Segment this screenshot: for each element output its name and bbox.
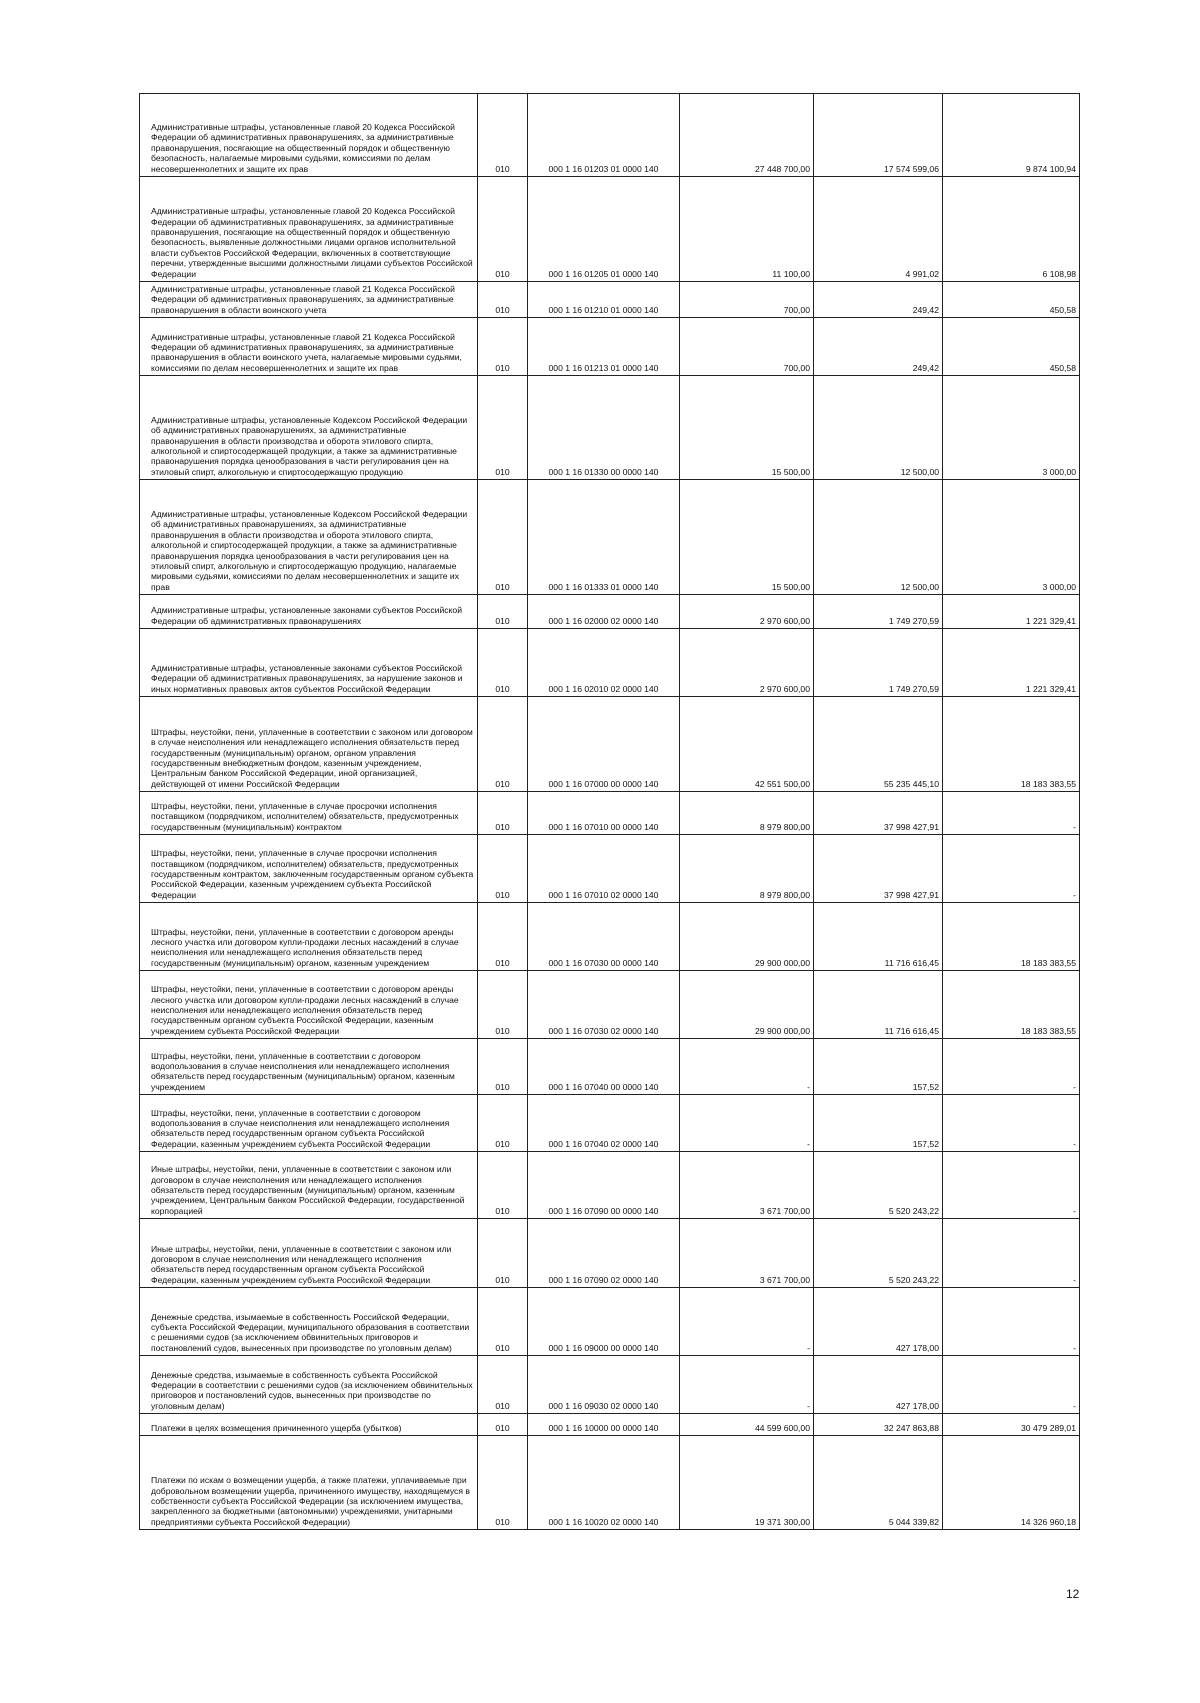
row-executed: 12 500,00 [814,376,943,480]
row-executed: 55 235 445,10 [814,697,943,792]
row-executed: 11 716 616,45 [814,903,943,971]
row-name-text: Платежи по искам о возмещении ущерба, а также платежи, уплачиваемые при добровольном возмещении ущерба, причиненного имуществу, находящемуся в собственности субъекта Российской Федерации (за исключением имущества, закрепленного за бюджетными (автономными) учреждениями, унитарными предприятиями субъекта Российской Федерации) [151,1475,470,1527]
row-unexecuted: - [943,792,1080,835]
row-name-text: Иные штрафы, неустойки, пени, уплаченные в соответствии с законом или договором в случае неисполнения или ненадлежащего исполнения обязательств перед государственным органом субъекта Российской Федерации, казенным учреждением субъекта Российской Федерации [151,1243,452,1285]
row-unexecuted: - [943,1039,1080,1095]
row-line-code: 010 [478,595,528,629]
row-budget-code: 000 1 16 09030 02 0000 140 [528,1356,680,1414]
row-line-code: 010 [478,1095,528,1152]
row-budget-code: 000 1 16 01210 01 0000 140 [528,282,680,318]
row-unexecuted: 9 874 100,94 [943,94,1080,177]
row-budget-code: 000 1 16 01203 01 0000 140 [528,94,680,177]
row-name [140,1356,478,1414]
row-executed: 1 749 270,59 [814,629,943,697]
row-name [140,376,478,480]
row-name-text: Штрафы, неустойки, пени, уплаченные в соответствии с договором аренды лесного участка или договором купли-продажи лесных насаждений в случае неисполнения или ненадлежащего исполнения обязательств перед государственным органом субъекта Российской Федерации, казенным учреждением субъекта Российской Федерации [151,984,459,1036]
row-executed: 249,42 [814,282,943,318]
row-line-code: 010 [478,318,528,376]
row-unexecuted: 1 221 329,41 [943,595,1080,629]
row-name-text: Штрафы, неустойки, пени, уплаченные в соответствии с договором аренды лесного участка или договором купли-продажи лесных насаждений в случае неисполнения или ненадлежащего исполнения обязательств перед государственным (муниципальным) органом, казенным учреждением [151,926,459,968]
table-row [140,971,1080,1039]
row-budget-code: 000 1 16 10000 00 0000 140 [528,1414,680,1436]
table-row [140,595,1080,629]
row-name-text: Административные штрафы, установленные Кодексом Российской Федерации об административных правонарушениях, за административные правонарушения в области производства и оборота этилового спирта, алкогольной и спиртосодержащей продукции, а также за административные правонарушения порядка ценообразования в части регулирования цен на этиловый спирт, алкогольную и спиртосодержащую продукцию, налагаемые мировыми судьями, комиссиями по делам несовершеннолетних и защите их прав [151,508,468,592]
table-body [140,94,1080,1530]
row-name [140,1414,478,1436]
row-name [140,1436,478,1530]
row-budget-code: 000 1 16 02000 02 0000 140 [528,595,680,629]
row-unexecuted: 3 000,00 [943,480,1080,595]
row-budget-code: 000 1 16 01330 00 0000 140 [528,376,680,480]
row-line-code: 010 [478,1288,528,1356]
row-name [140,177,478,282]
row-name-text: Платежи в целях возмещения причиненного ущерба (убытков) [151,1422,402,1433]
row-name [140,835,478,903]
row-budget-code: 000 1 16 07040 02 0000 140 [528,1095,680,1152]
row-unexecuted: 6 108,98 [943,177,1080,282]
table-row [140,629,1080,697]
row-approved: - [680,1095,814,1152]
row-approved: 700,00 [680,318,814,376]
row-executed: 157,52 [814,1095,943,1152]
row-budget-code: 000 1 16 07040 00 0000 140 [528,1039,680,1095]
row-budget-code: 000 1 16 07000 00 0000 140 [528,697,680,792]
row-executed: 427 178,00 [814,1288,943,1356]
row-name-text: Административные штрафы, установленные законами субъектов Российской Федерации об административных правонарушениях, за нарушение законов и иных нормативных правовых актов субъектов Российской Федерации [151,663,463,694]
row-name-text: Денежные средства, изымаемые в собственность Российской Федерации, субъекта Российской Федерации, муниципального образования в соответствии с решениями судов (за исключением обвинительных приговоров и постановлений судов, вынесенных при производстве по уголовным делам) [151,1311,470,1353]
row-unexecuted: 1 221 329,41 [943,629,1080,697]
table-row [140,480,1080,595]
row-name-text: Административные штрафы, установленные главой 20 Кодекса Российской Федерации об административных правонарушениях, за административные правонарушения, посягающие на общественный порядок и общественную безопасность, налагаемые мировыми судьями, комиссиями по делам несовершеннолетних и защите их прав [151,121,455,174]
row-name-text: Штрафы, неустойки, пени, уплаченные в случае просрочки исполнения поставщиком (подрядчиком, исполнителем) обязательств, предусмотренных государственным (муниципальным) контрактом [151,801,459,832]
row-unexecuted: - [943,835,1080,903]
table-row [140,903,1080,971]
row-unexecuted: - [943,1152,1080,1219]
row-budget-code: 000 1 16 07090 02 0000 140 [528,1219,680,1288]
row-line-code: 010 [478,1219,528,1288]
row-approved: 11 100,00 [680,177,814,282]
row-unexecuted: - [943,1356,1080,1414]
row-executed: 12 500,00 [814,480,943,595]
row-line-code: 010 [478,629,528,697]
row-unexecuted: 30 479 289,01 [943,1414,1080,1436]
row-name [140,480,478,595]
row-name-text: Административные штрафы, установленные главой 21 Кодекса Российской Федерации об административных правонарушениях, за административные правонарушения в области воинского учета [151,284,455,315]
row-budget-code: 000 1 16 01213 01 0000 140 [528,318,680,376]
row-line-code: 010 [478,1436,528,1530]
row-name [140,1219,478,1288]
row-approved: 15 500,00 [680,480,814,595]
row-name [140,94,478,177]
row-name-text: Административные штрафы, установленные законами субъектов Российской Федерации об административных правонарушениях [151,605,462,626]
row-unexecuted: - [943,1288,1080,1356]
row-name-text: Денежные средства, изымаемые в собственность субъекта Российской Федерации в соответствии с решениями судов (за исключением обвинительных приговоров и постановлений судов, вынесенных при производстве по уголовным делам) [151,1369,473,1411]
row-approved: 8 979 800,00 [680,792,814,835]
row-executed: 5 520 243,22 [814,1152,943,1219]
row-budget-code: 000 1 16 01333 01 0000 140 [528,480,680,595]
row-approved: - [680,1288,814,1356]
row-budget-code: 000 1 16 10020 02 0000 140 [528,1436,680,1530]
table-row [140,1414,1080,1436]
row-approved: 8 979 800,00 [680,835,814,903]
row-executed: 427 178,00 [814,1356,943,1414]
row-approved: 44 599 600,00 [680,1414,814,1436]
row-approved: - [680,1356,814,1414]
page-number: 12 [1066,1587,1080,1601]
row-executed: 32 247 863,88 [814,1414,943,1436]
row-unexecuted: - [943,1219,1080,1288]
table-row [140,1152,1080,1219]
row-approved: 2 970 600,00 [680,595,814,629]
row-approved: 19 371 300,00 [680,1436,814,1530]
table-row [140,177,1080,282]
table-row [140,1219,1080,1288]
row-approved: 42 551 500,00 [680,697,814,792]
row-approved: 3 671 700,00 [680,1219,814,1288]
row-name [140,697,478,792]
row-line-code: 010 [478,903,528,971]
row-approved: - [680,1039,814,1095]
table-row [140,282,1080,318]
table-row [140,1288,1080,1356]
row-line-code: 010 [478,177,528,282]
row-executed: 249,42 [814,318,943,376]
row-budget-code: 000 1 16 07090 00 0000 140 [528,1152,680,1219]
table-row [140,835,1080,903]
table-row [140,1039,1080,1095]
row-line-code: 010 [478,971,528,1039]
row-unexecuted: 450,58 [943,318,1080,376]
row-line-code: 010 [478,697,528,792]
row-name-text: Административные штрафы, установленные главой 20 Кодекса Российской Федерации об административных правонарушениях, за административные правонарушения, посягающие на общественный порядок и общественную безопасность, выявленные должностными лицами органов исполнительной власти субъектов Российской Федерации, включенных в соответствующие перечни, утвержденные высшими должностными лицами субъектов Российской Федерации [151,206,473,279]
row-name [140,903,478,971]
row-executed: 5 520 243,22 [814,1219,943,1288]
row-name-text: Штрафы, неустойки, пени, уплаченные в соответствии с договором водопользования в случае неисполнения или ненадлежащего исполнения обязательств перед государственным (муниципальным) органом, казенным учреждением [151,1050,455,1092]
row-line-code: 010 [478,792,528,835]
row-executed: 11 716 616,45 [814,971,943,1039]
row-name [140,1095,478,1152]
row-name [140,282,478,318]
table-row [140,1436,1080,1530]
row-name [140,1152,478,1219]
row-line-code: 010 [478,1414,528,1436]
row-name-text: Штрафы, неустойки, пени, уплаченные в случае просрочки исполнения поставщиком (подрядчиком, исполнителем) обязательств, предусмотренных государственным контрактом, заключенным государственным органом субъекта Российской Федерации, казенным учреждением субъекта Российской Федерации [151,848,474,900]
row-name-text: Штрафы, неустойки, пени, уплаченные в соответствии с законом или договором в случае неисполнения или ненадлежащего исполнения обязательств перед государственным (муниципальным) органом, органом управления государственным внебюджетным фондом, казенным учреждением, Центральным банком Российской Федерации, иной организацией, действующей от имени Российской Федерации [151,726,473,789]
table-row [140,318,1080,376]
row-executed: 37 998 427,91 [814,792,943,835]
row-line-code: 010 [478,835,528,903]
row-name-text: Иные штрафы, неустойки, пени, уплаченные в соответствии с законом или договором в случае неисполнения или ненадлежащего исполнения обязательств перед государственным (муниципальным) органом, казенным учреждением, Центральным банком Российской Федерации, государственной корпорацией [151,1164,465,1216]
row-unexecuted: 14 326 960,18 [943,1436,1080,1530]
row-line-code: 010 [478,376,528,480]
row-line-code: 010 [478,94,528,177]
row-executed: 5 044 339,82 [814,1436,943,1530]
row-name [140,318,478,376]
table-row [140,1095,1080,1152]
row-approved: 2 970 600,00 [680,629,814,697]
row-budget-code: 000 1 16 07010 00 0000 140 [528,792,680,835]
revenue-execution-table [139,93,1080,1530]
row-unexecuted: 18 183 383,55 [943,903,1080,971]
row-budget-code: 000 1 16 09000 00 0000 140 [528,1288,680,1356]
row-line-code: 010 [478,480,528,595]
row-budget-code: 000 1 16 07030 00 0000 140 [528,903,680,971]
row-unexecuted: 3 000,00 [943,376,1080,480]
row-approved: 29 900 000,00 [680,903,814,971]
table-row [140,1356,1080,1414]
row-name-text: Административные штрафы, установленные главой 21 Кодекса Российской Федерации об административных правонарушениях, за административные правонарушения в области воинского учета, налагаемые мировыми судьями, комиссиями по делам несовершеннолетних и защите их прав [151,331,462,373]
row-executed: 157,52 [814,1039,943,1095]
row-line-code: 010 [478,1152,528,1219]
row-name [140,792,478,835]
row-name [140,629,478,697]
row-name-text: Административные штрафы, установленные Кодексом Российской Федерации об административных правонарушениях, за административные правонарушения в области производства и оборота этилового спирта, алкогольной и спиртосодержащей продукции, а также за административные правонарушения порядка ценообразования в части регулирования цен на этиловый спирт, алкогольную и спиртосодержащую продукцию [151,414,468,477]
row-executed: 37 998 427,91 [814,835,943,903]
row-unexecuted: 18 183 383,55 [943,697,1080,792]
row-approved: 29 900 000,00 [680,971,814,1039]
row-name [140,1288,478,1356]
row-name-text: Штрафы, неустойки, пени, уплаченные в соответствии с договором водопользования в случае неисполнения или ненадлежащего исполнения обязательств перед государственным органом субъекта Российской Федерации, казенным учреждением субъекта Российской Федерации [151,1107,450,1149]
row-name [140,1039,478,1095]
row-executed: 17 574 599,06 [814,94,943,177]
row-unexecuted: 450,58 [943,282,1080,318]
row-line-code: 010 [478,282,528,318]
row-approved: 15 500,00 [680,376,814,480]
row-approved: 700,00 [680,282,814,318]
row-executed: 1 749 270,59 [814,595,943,629]
table-row [140,792,1080,835]
row-approved: 27 448 700,00 [680,94,814,177]
row-unexecuted: 18 183 383,55 [943,971,1080,1039]
row-name [140,971,478,1039]
row-budget-code: 000 1 16 02010 02 0000 140 [528,629,680,697]
row-name [140,595,478,629]
row-line-code: 010 [478,1039,528,1095]
row-line-code: 010 [478,1356,528,1414]
row-budget-code: 000 1 16 01205 01 0000 140 [528,177,680,282]
row-budget-code: 000 1 16 07030 02 0000 140 [528,971,680,1039]
table-row [140,376,1080,480]
table-row [140,697,1080,792]
row-unexecuted: - [943,1095,1080,1152]
row-approved: 3 671 700,00 [680,1152,814,1219]
table-row [140,94,1080,177]
row-budget-code: 000 1 16 07010 02 0000 140 [528,835,680,903]
row-executed: 4 991,02 [814,177,943,282]
